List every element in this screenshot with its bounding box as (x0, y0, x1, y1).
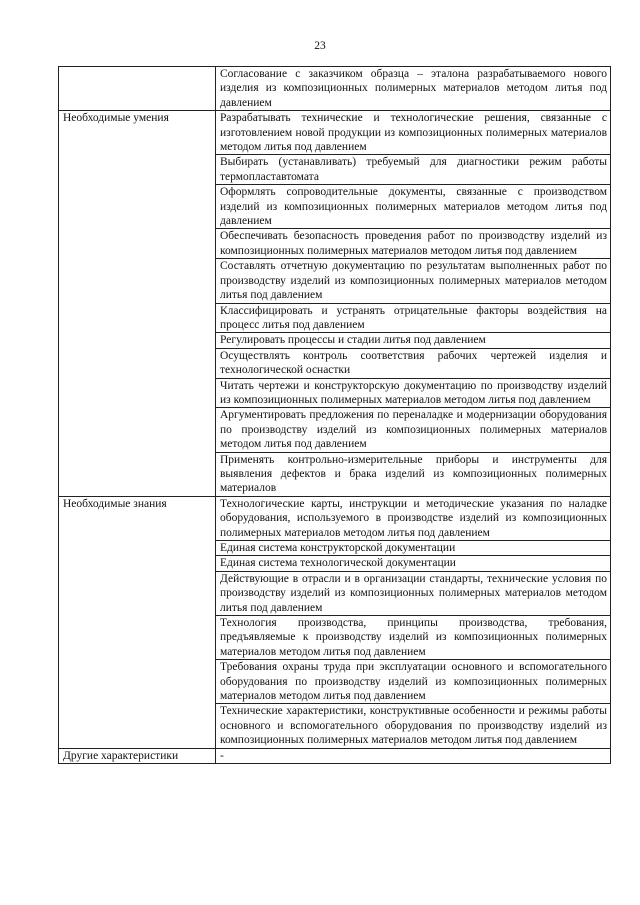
row-value: Технология производства, принципы производства, требования, предъявляемые к производству изделий из композиционных полимерных материалов методом литья под давлением (216, 616, 611, 660)
row-value: Технологические карты, инструкции и методические указания по наладке оборудования, используемого в производстве изделий из композиционных полимерных материалов методом литья под давлением (216, 496, 611, 540)
row-value: Регулировать процессы и стадии литья под давлением (216, 333, 611, 348)
row-value: Аргументировать предложения по переналадке и модернизации оборудования по производству изделий из композиционных полимерных материалов методом литья под давлением (216, 408, 611, 452)
row-value: Выбирать (устанавливать) требуемый для диагностики режим работы термопластавтомата (216, 155, 611, 185)
row-value: Применять контрольно-измерительные приборы и инструменты для выявления дефектов и брака изделий из композиционных полимерных материалов (216, 452, 611, 496)
table-row (59, 496, 611, 540)
row-value: Согласование с заказчиком образца – эталона разрабатываемого нового изделия из композиционных полимерных материалов методом литья под давлением (216, 67, 611, 111)
row-value: Требования охраны труда при эксплуатации основного и вспомогательного оборудования по производству изделий из композиционных полимерных материалов методом литья под давлением (216, 660, 611, 704)
row-value: Единая система технологической документации (216, 556, 611, 571)
row-value: Обеспечивать безопасность проведения работ по производству изделий из композиционных полимерных материалов методом литья под давлением (216, 229, 611, 259)
row-value: Составлять отчетную документацию по результатам выполненных работ по производству изделий из композиционных полимерных материалов методом литья под давлением (216, 259, 611, 303)
table-row (59, 748, 611, 763)
row-value: Действующие в отрасли и в организации стандарты, технические условия по производству изделий из композиционных полимерных материалов методом литья под давлением (216, 571, 611, 615)
specification-table (58, 66, 611, 764)
row-label-skills: Необходимые умения (59, 111, 216, 497)
row-value: Классифицировать и устранять отрицательные факторы воздействия на процесс литья под давлением (216, 303, 611, 333)
page-number: 23 (314, 40, 326, 52)
row-label-other: Другие характеристики (59, 748, 216, 763)
row-value: Осуществлять контроль соответствия рабочих чертежей изделия и технологической оснастки (216, 348, 611, 378)
row-label-knowledge: Необходимые знания (59, 496, 216, 748)
table-row (59, 67, 611, 111)
row-value: Читать чертежи и конструкторскую документацию по производству изделий из композиционных полимерных материалов методом литья под давлением (216, 378, 611, 408)
row-value: Оформлять сопроводительные документы, связанные с производством изделий из композиционных полимерных материалов методом литья под давлением (216, 185, 611, 229)
row-label (59, 67, 216, 111)
row-value: Единая система конструкторской документации (216, 541, 611, 556)
row-value: Разрабатывать технические и технологические решения, связанные с изготовлением новой продукции из композиционных полимерных материалов методом литья под давлением (216, 111, 611, 155)
row-value: Технические характеристики, конструктивные особенности и режимы работы основного и вспомогательного оборудования по производству изделий из композиционных полимерных материалов методом литья под давлением (216, 704, 611, 748)
table-row (59, 111, 611, 155)
row-value: - (216, 748, 611, 763)
